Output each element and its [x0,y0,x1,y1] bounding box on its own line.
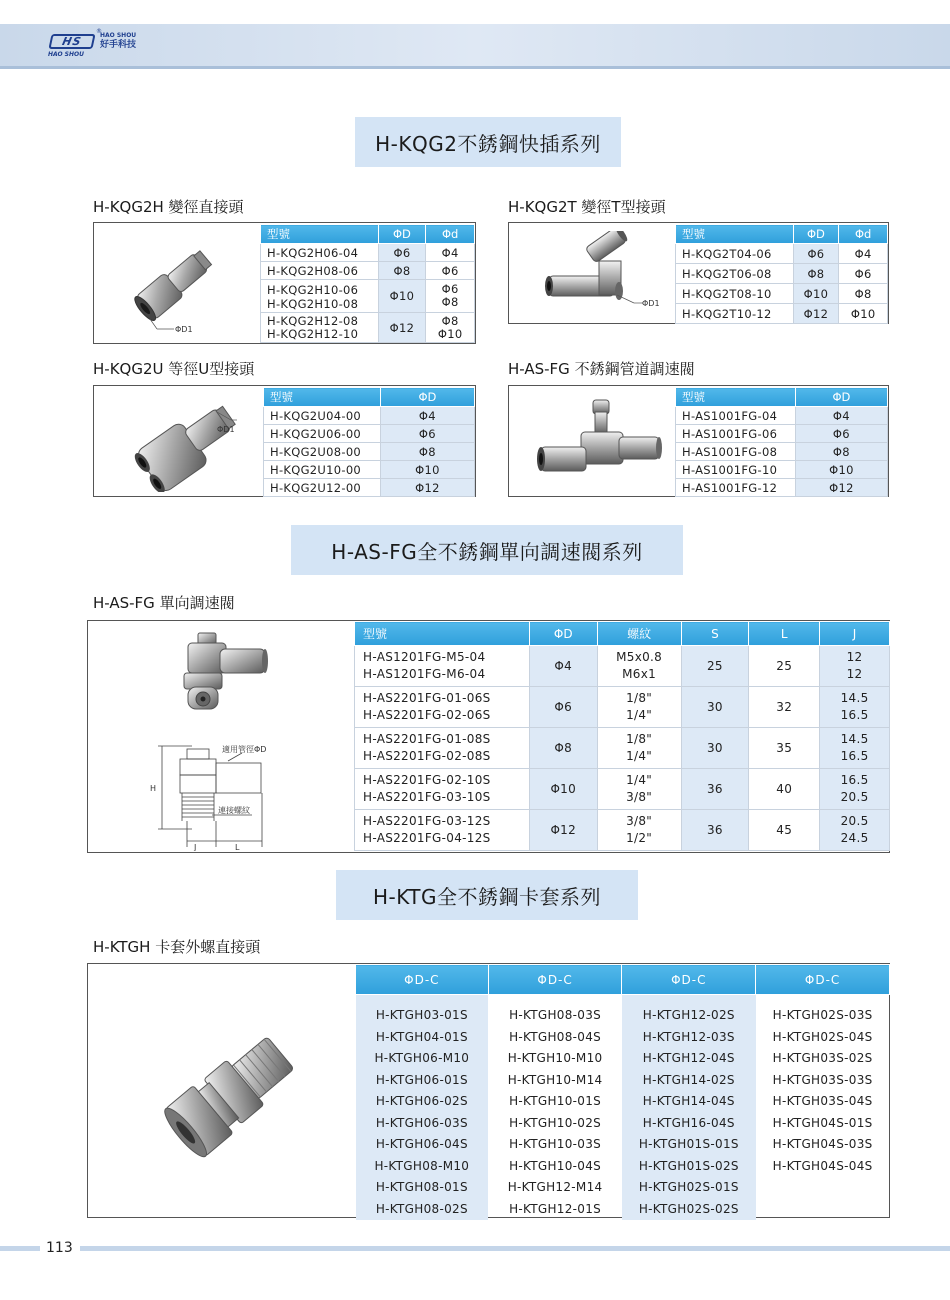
cell-model: H-KTGH03S-03S [772,1072,873,1087]
cell-L: 40 [749,769,820,810]
kqg2u-label: ΦD1 [217,425,235,434]
cell-model: H-KTGH04S-03S [772,1137,873,1152]
cell-D: Φ8 [378,262,426,280]
kqg2t-label: ΦD1 [642,299,660,308]
cell-J-2: 24.5 [840,831,869,845]
cell-model-2: H-AS2201FG-02-06S [363,708,491,722]
table-row [261,244,475,262]
cell-L: 32 [749,687,820,728]
cell-model: H-AS2201FG-01-06S [363,691,491,705]
col-header-thread: 螺紋 [597,622,681,646]
brand-logo [48,28,137,58]
cell-J: 14.5 [840,732,869,746]
cell-D: Φ6 [529,687,597,728]
col-header-D: ΦD [795,388,887,407]
cell-thread: 1/8" [626,732,653,746]
cell-thread-2: 1/4" [626,708,653,722]
table-row [356,1069,890,1091]
cell-model: H-KTGH08-03S [509,1008,602,1023]
cell-model: H-KTGH12-03S [622,1026,756,1048]
cell-model: H-KTGH16-04S [622,1112,756,1134]
cell-model: H-KTGH10-04S [509,1158,602,1173]
table-row [356,1198,890,1220]
cell-model: H-KTGH10-01S [509,1094,602,1109]
col-header-D: ΦD [380,388,474,407]
kqg2t-table [675,224,888,324]
col-header-D: ΦD [793,225,839,244]
dim-H: H [150,784,157,793]
cell-d: Φ4 [426,244,475,262]
cell-d: Φ8 [839,284,888,304]
cell-D: Φ10 [378,280,426,313]
cell-model: H-KTGH04S-01S [772,1115,873,1130]
cell-model: H-KQG2U08-00 [264,443,381,461]
header-rule [0,66,950,69]
cell-model: H-KTGH03S-02S [772,1051,873,1066]
cell-D: Φ8 [795,443,887,461]
pipe-speed-valve-photo [531,392,671,494]
cell-thread-2: 1/4" [626,749,653,763]
cell-model: H-KTGH03S-04S [772,1094,873,1109]
table-row [264,443,475,461]
cell-thread: 1/8" [626,691,653,705]
cell-D: Φ4 [795,407,887,425]
table-row [261,313,475,343]
cell-model: H-KQG2H10-06 [267,283,359,297]
section-title-ktg: H-KTG全不銹鋼卡套系列 [336,870,638,920]
col-header-dc-2: ΦD-C [488,965,622,995]
cell-D: Φ12 [380,479,474,497]
table-row [356,1134,890,1156]
col-header-dc-4: ΦD-C [756,965,890,995]
ktgh-box [87,963,890,1218]
table-row [356,1112,890,1134]
table-row [676,304,888,324]
cell-model: H-KTGH12-02S [622,1005,756,1027]
cell-model: H-KTGH06-M10 [356,1048,489,1070]
cell-d: Φ8 [441,313,459,328]
col-header-model: 型號 [355,622,530,646]
dim-pipe-label: 適用管徑ΦD [222,745,267,754]
cell-D: Φ10 [795,461,887,479]
cell-d-2: Φ10 [437,326,463,341]
cell-D: Φ8 [529,728,597,769]
cell-D: Φ6 [378,244,426,262]
cell-model: H-KQG2H08-06 [261,262,379,280]
cell-model: H-KTGH10-M14 [507,1072,603,1087]
cell-model: H-KQG2H06-04 [261,244,379,262]
cell-L: 25 [749,646,820,687]
cell-D: Φ4 [380,407,474,425]
cell-model: H-KTGH02S-02S [622,1198,756,1220]
cell-model: H-KTGH04S-04S [772,1158,873,1173]
ktgh-table [355,964,890,1220]
asfg-one-table [354,621,890,851]
table-row [261,280,475,313]
cell-model: H-KQG2U12-00 [264,479,381,497]
cell-D: Φ6 [793,244,839,264]
cell-model-2: H-AS2201FG-03-10S [363,790,491,804]
cell-model: H-KTGH04-01S [356,1026,489,1048]
cell-d-2: Φ8 [441,295,459,309]
cell-model: H-KTGH08-M10 [356,1155,489,1177]
cell-D: Φ12 [378,313,426,343]
cell-model: H-AS2201FG-01-08S [363,732,491,746]
cell-J: 14.5 [840,691,869,705]
col-header-model: 型號 [676,388,796,407]
cell-model: H-AS1001FG-10 [676,461,796,479]
cell-S: 36 [681,810,749,851]
cell-model: H-KTGH06-04S [356,1134,489,1156]
cell-D: Φ12 [793,304,839,324]
table-row [264,461,475,479]
cell-model: H-KQG2U04-00 [264,407,381,425]
cell-model: H-AS2201FG-02-10S [363,773,491,787]
cell-model: H-KTGH12-01S [509,1201,602,1216]
cell-S: 25 [681,646,749,687]
footer-rule-left [0,1246,40,1251]
table-row [676,284,888,304]
cell-model: H-KTGH12-M14 [507,1180,603,1195]
col-header-D: ΦD [378,225,426,244]
table-row [676,264,888,284]
header-band [0,24,950,66]
cell-model: H-AS1001FG-04 [676,407,796,425]
table-row [676,407,888,425]
cell-model-2: H-AS1201FG-M6-04 [363,667,486,681]
page-number: 113 [46,1240,73,1256]
logo-registered: ® [96,28,102,35]
cell-d: Φ10 [839,304,888,324]
col-header-J: J [820,622,890,646]
cell-model: H-KTGH12-04S [622,1048,756,1070]
table-row [676,244,888,264]
col-header-dc-1: ΦD-C [356,965,489,995]
footer-rule-right [80,1246,950,1251]
table-row [356,1091,890,1113]
cell-model: H-KTGH10-M10 [507,1051,603,1066]
cell-J: 16.5 [840,773,869,787]
cell-L: 35 [749,728,820,769]
cell-model-2: H-KQG2H12-10 [267,326,359,341]
cell-model-2: H-AS2201FG-04-12S [363,831,491,845]
cell-L: 45 [749,810,820,851]
cell-model: H-KQG2T04-06 [676,244,794,264]
cell-thread-2: 1/2" [626,831,653,845]
cell-model [756,1198,890,1220]
cell-model-2: H-AS2201FG-02-08S [363,749,491,763]
cell-model-2: H-KQG2H10-08 [267,297,359,311]
logo-mark: HS [48,34,95,49]
cell-D: Φ10 [380,461,474,479]
section-title-kqg2: H-KQG2不銹鋼快插系列 [355,117,621,167]
cell-model: H-AS2201FG-03-12S [363,814,491,828]
table-row [355,646,890,687]
cell-thread-2: M6x1 [622,667,657,681]
ferrule-connector-photo [148,1014,318,1174]
cell-J-2: 12 [846,667,863,681]
cell-model: H-AS1001FG-06 [676,425,796,443]
kqg2u-box [93,385,476,497]
cell-model: H-KQG2U10-00 [264,461,381,479]
cell-d: Φ6 [839,264,888,284]
col-header-D: ΦD [529,622,597,646]
col-header-L: L [749,622,820,646]
cell-D: Φ8 [380,443,474,461]
dim-L: L [235,843,240,851]
dim-J: J [194,843,197,851]
asfg-one-box [87,620,890,853]
cell-model: H-AS1001FG-08 [676,443,796,461]
table-row [356,1155,890,1177]
col-header-dc-3: ΦD-C [622,965,756,995]
cell-J: 20.5 [840,814,869,828]
kqg2t-heading: H-KQG2T 變徑T型接頭 [508,198,666,216]
kqg2h-box [93,222,476,344]
kqg2u-table [263,387,475,497]
cell-D: Φ6 [380,425,474,443]
cell-model: H-KQG2U06-00 [264,425,381,443]
col-header-S: S [681,622,749,646]
dim-thread-label: 連接螺紋 [218,806,250,815]
table-row [356,1177,890,1199]
kqg2h-label: ΦD1 [175,325,193,334]
cell-d: Φ6 [441,282,459,296]
cell-model: H-KTGH02S-01S [622,1177,756,1199]
cell-model: H-KQG2H12-08 [267,313,359,328]
cell-model: H-KTGH06-01S [356,1069,489,1091]
cell-model: H-KTGH03-01S [356,1005,489,1027]
kqg2t-box [508,222,889,324]
cell-D: Φ10 [793,284,839,304]
cell-D: Φ4 [529,646,597,687]
elbow-speed-valve-photo [158,629,278,724]
table-row [355,769,890,810]
straight-reducer-photo [112,231,242,336]
cell-model: H-KTGH06-02S [356,1091,489,1113]
cell-model: H-KTGH10-02S [509,1115,602,1130]
cell-model: H-KQG2T08-10 [676,284,794,304]
cell-J-2: 20.5 [840,790,869,804]
cell-d: Φ4 [839,244,888,264]
cell-d: Φ6 [426,262,475,280]
col-header-model: 型號 [264,388,381,407]
table-row [676,461,888,479]
logo-english: HAO SHOU [100,32,137,39]
cell-D: Φ12 [795,479,887,497]
table-row [355,687,890,728]
cell-model: H-KTGH08-04S [509,1029,602,1044]
logo-chinese: 好手科技 [100,40,137,50]
cell-model: H-KTGH10-03S [509,1137,602,1152]
table-row [264,407,475,425]
cell-J-2: 16.5 [840,749,869,763]
cell-D: Φ6 [795,425,887,443]
cell-model: H-KTGH01S-02S [622,1155,756,1177]
cell-thread: 3/8" [626,814,653,828]
cell-S: 36 [681,769,749,810]
kqg2u-heading: H-KQG2U 等徑U型接頭 [93,360,255,378]
table-row [264,425,475,443]
union-y-photo [119,392,259,492]
cell-D: Φ10 [529,769,597,810]
table-row [356,1005,890,1027]
cell-model: H-KTGH01S-01S [622,1134,756,1156]
cell-S: 30 [681,687,749,728]
cell-thread-2: 3/8" [626,790,653,804]
tee-reducer-photo [539,231,674,319]
cell-D: Φ8 [793,264,839,284]
col-header-d: Φd [839,225,888,244]
table-row [676,425,888,443]
table-row [676,479,888,497]
cell-model: H-KTGH02S-04S [772,1029,873,1044]
cell-model: H-KQG2T10-12 [676,304,794,324]
cell-model: H-AS1001FG-12 [676,479,796,497]
dimension-drawing [132,741,332,851]
cell-model [756,1177,890,1199]
asfg-one-heading: H-AS-FG 單向調速閥 [93,594,235,612]
table-row [676,443,888,461]
cell-thread: 1/4" [626,773,653,787]
section-title-asfg: H-AS-FG全不銹鋼單向調速閥系列 [291,525,683,575]
cell-S: 30 [681,728,749,769]
table-row [356,1026,890,1048]
kqg2h-table [260,224,475,343]
cell-D: Φ12 [529,810,597,851]
col-header-model: 型號 [676,225,794,244]
table-row [356,1048,890,1070]
cell-model: H-KTGH14-04S [622,1091,756,1113]
cell-model: H-KTGH06-03S [356,1112,489,1134]
cell-thread: M5x0.8 [616,650,663,664]
asfg-pipe-table [675,387,888,497]
table-row [355,810,890,851]
asfg-pipe-heading: H-AS-FG 不銹鋼管道調速閥 [508,360,695,378]
cell-model: H-KTGH14-02S [622,1069,756,1091]
kqg2h-heading: H-KQG2H 變徑直接頭 [93,198,244,216]
cell-model: H-KQG2T06-08 [676,264,794,284]
col-header-d: Φd [426,225,475,244]
table-row [261,262,475,280]
table-row [355,728,890,769]
cell-model: H-KTGH08-02S [356,1198,489,1220]
cell-J: 12 [846,650,863,664]
cell-model: H-KTGH02S-03S [772,1008,873,1023]
table-row [264,479,475,497]
ktgh-heading: H-KTGH 卡套外螺直接頭 [93,938,261,956]
cell-J-2: 16.5 [840,708,869,722]
col-header-model: 型號 [261,225,379,244]
cell-model: H-AS1201FG-M5-04 [363,650,486,664]
cell-model: H-KTGH08-01S [356,1177,489,1199]
logo-subtext: HAO SHOU [48,51,84,58]
asfg-pipe-box [508,385,889,497]
